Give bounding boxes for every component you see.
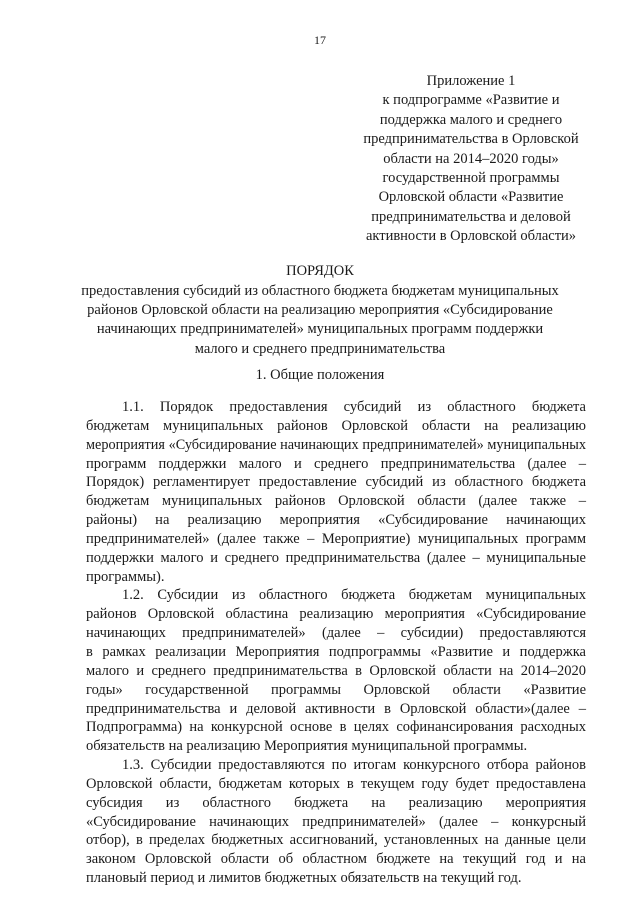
text-line: годы» государственной программы Орловской области «Развитие [86,681,586,698]
appendix-line: активности в Орловской области» [365,228,577,245]
text-line: отбор), в пределах бюджетных ассигнований, установленных на данные цели [86,832,586,849]
text-line: мероприятия «Субсидирование начинающих предпринимателей» муниципальных [86,436,586,453]
page-number: 17 [314,33,326,47]
text-line: районы) на реализацию мероприятия «Субсидирование начинающих [86,512,586,529]
appendix-line: предпринимательства и деловой [371,208,571,225]
text-line: поддержки малого и среднего предпринимательства (далее – муниципальные [86,549,586,566]
text-line: Порядок) регламентирует предоставление субсидий из областного бюджета [86,474,586,491]
appendix-line: области на 2014–2020 годы» [383,150,559,167]
text-line: Подпрограмма) на конкурсной основе в целях софинансирования расходных [86,719,586,736]
appendix-line: поддержка малого и среднего [379,111,563,128]
paragraph-1-1 [86,398,586,586]
paragraph-1-3 [86,756,586,888]
text-line: районов Орловской областина реализацию мероприятия «Субсидирование [86,606,586,623]
section-heading: 1. Общие положения [255,367,385,383]
paragraph-1-2 [86,586,586,756]
text-line: «Субсидирование начинающих предпринимателей» (далее – конкурсный [86,813,586,830]
text-line: 1.3. Субсидии предоставляются по итогам конкурсного отбора районов [122,757,586,774]
subtitle-line: предоставления субсидий из областного бюджета бюджетам муниципальных [81,283,559,299]
appendix-line: Орловской области «Развитие [378,189,564,206]
subtitle-line: малого и среднего предпринимательства [194,340,446,357]
text-line: в рамках реализации Мероприятия подпрограммы «Развитие и поддержка [86,643,586,660]
text-line: предпринимательства и деловой активности в Орловской области»(далее – [86,700,586,717]
document-subtitle [60,282,580,359]
appendix-line: государственной программы [382,170,560,187]
text-line: малого и среднего предпринимательства в Орловской области на 2014–2020 [86,662,586,679]
text-line: 1.2. Субсидии из областного бюджета бюджетам муниципальных [122,587,586,604]
text-line: программ поддержки малого и среднего предпринимательства (далее – [86,455,586,472]
text-line: предпринимателей» (далее также – Мероприятие) муниципальных программ [86,530,586,547]
text-line: плановый период и лимитов бюджетных обязательств на текущий год. [86,870,522,887]
text-line: субсидия из областного бюджета на реализацию мероприятия [86,794,586,811]
text-line: бюджетам муниципальных районов Орловской области на реализацию [86,417,586,434]
body-text [86,398,586,888]
text-line: начинающих предпринимателей» (далее – субсидии) предоставляются [86,625,586,642]
subtitle-line: районов Орловской области на реализацию мероприятия «Субсидирование [87,302,553,319]
text-line: программы). [86,568,165,585]
appendix-line: к подпрограмме «Развитие и [382,92,560,109]
text-line: 1.1. Порядок предоставления субсидий из областного бюджета [122,399,586,415]
appendix-line: предпринимательства в Орловской [363,131,579,148]
document-title: ПОРЯДОК [286,263,354,279]
appendix-line: Приложение 1 [426,73,516,89]
appendix-header [358,72,584,247]
text-line: законом Орловской области об областном бюджете на текущий год и на [86,851,586,868]
subtitle-line: начинающих предпринимателей» муниципальных программ поддержки [96,321,544,338]
text-line: бюджетам муниципальных районов Орловской области (далее также – [86,493,586,510]
text-line: Орловской области, бюджетам которых в текущем году будет предоставлена [86,775,586,792]
text-line: обязательств на реализацию Мероприятия муниципальной программы. [86,738,528,755]
